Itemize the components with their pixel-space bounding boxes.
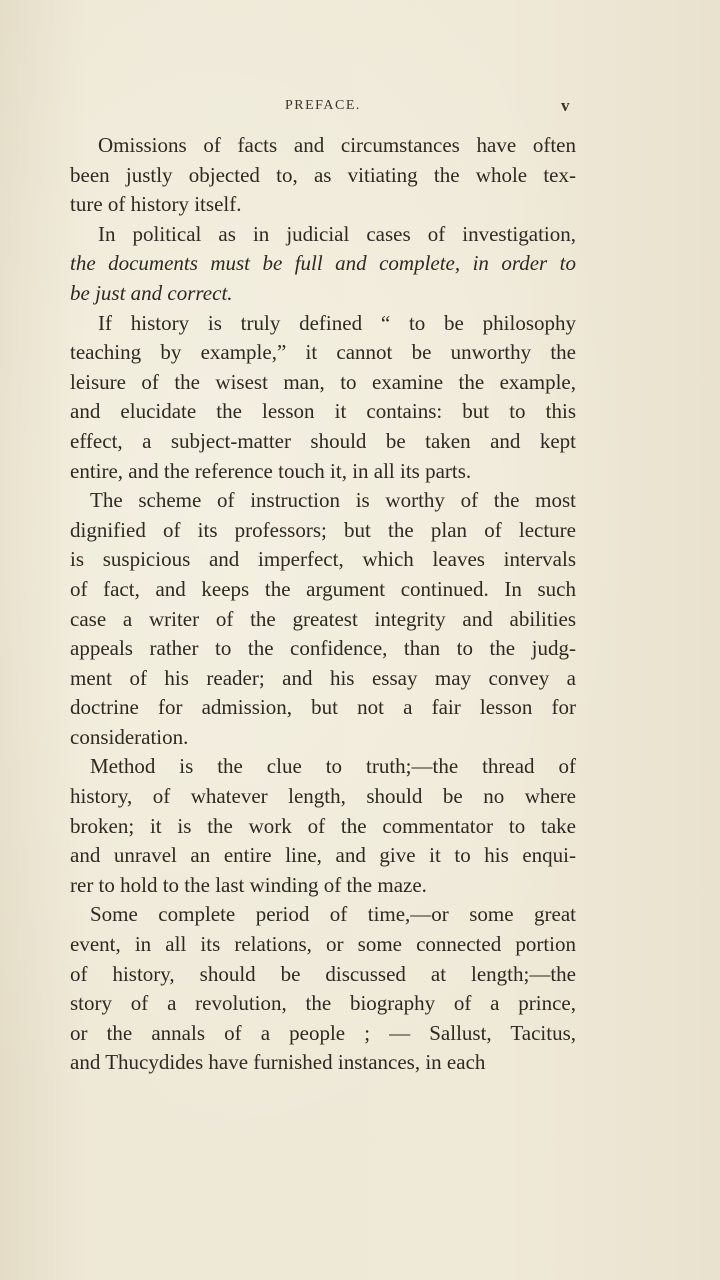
- text-line: If history is truly defined “ to be philosophy: [98, 310, 576, 335]
- text-line: entire, and the reference touch it, in all its parts.: [70, 458, 472, 483]
- text-line: Method is the clue to truth;—the thread of: [90, 754, 576, 779]
- text-line: and elucidate the lesson it contains: but to this: [70, 399, 576, 424]
- text-line: or the annals of a people ; — Sallust, Tacitus,: [70, 1020, 576, 1045]
- text-line: consideration.: [70, 724, 189, 749]
- text-line: The scheme of instruction is worthy of the most: [90, 488, 576, 513]
- running-head: PREFACE.: [285, 98, 361, 113]
- text-line: been justly objected to, as vitiating the whole tex-: [70, 162, 576, 187]
- text-line: appeals rather to the confidence, than to the judg-: [70, 636, 576, 661]
- text-line: be just and correct.: [70, 280, 233, 305]
- text-line: case a writer of the greatest integrity and abilities: [70, 606, 576, 631]
- page-number: v: [561, 96, 570, 115]
- text-line: Omissions of facts and circumstances have often: [98, 133, 576, 157]
- text-line: rer to hold to the last winding of the maze.: [70, 872, 427, 897]
- text-line: In political as in judicial cases of investigation,: [98, 221, 576, 246]
- text-line: ment of his reader; and his essay may convey a: [70, 665, 576, 690]
- text-line: and Thucydides have furnished instances, in each: [70, 1050, 486, 1075]
- text-line: history, of whatever length, should be no where: [70, 784, 576, 809]
- text-line: and unravel an entire line, and give it to his enqui-: [70, 843, 576, 868]
- text-line: doctrine for admission, but not a fair lesson for: [70, 695, 576, 720]
- text-line: Some complete period of time,—or some great: [90, 902, 576, 927]
- text-line: of history, should be discussed at length;—the: [70, 961, 576, 986]
- text-line: dignified of its professors; but the plan of lecture: [70, 517, 576, 542]
- text-line: leisure of the wisest man, to examine the example,: [70, 369, 576, 394]
- text-line: event, in all its relations, or some connected portion: [70, 932, 576, 957]
- text-line: story of a revolution, the biography of a prince,: [70, 991, 576, 1016]
- text-line: teaching by example,” it cannot be unworthy the: [70, 340, 576, 365]
- text-line: the documents must be full and complete, in order to: [70, 251, 576, 276]
- body-text: [70, 131, 576, 1078]
- page-header: [0, 98, 720, 122]
- text-line: of fact, and keeps the argument continued. In such: [70, 576, 576, 601]
- text-line: effect, a subject-matter should be taken and kept: [70, 428, 576, 453]
- text-line: ture of history itself.: [70, 192, 242, 217]
- text-line: is suspicious and imperfect, which leaves intervals: [70, 547, 576, 572]
- text-line: broken; it is the work of the commentator to take: [70, 813, 576, 838]
